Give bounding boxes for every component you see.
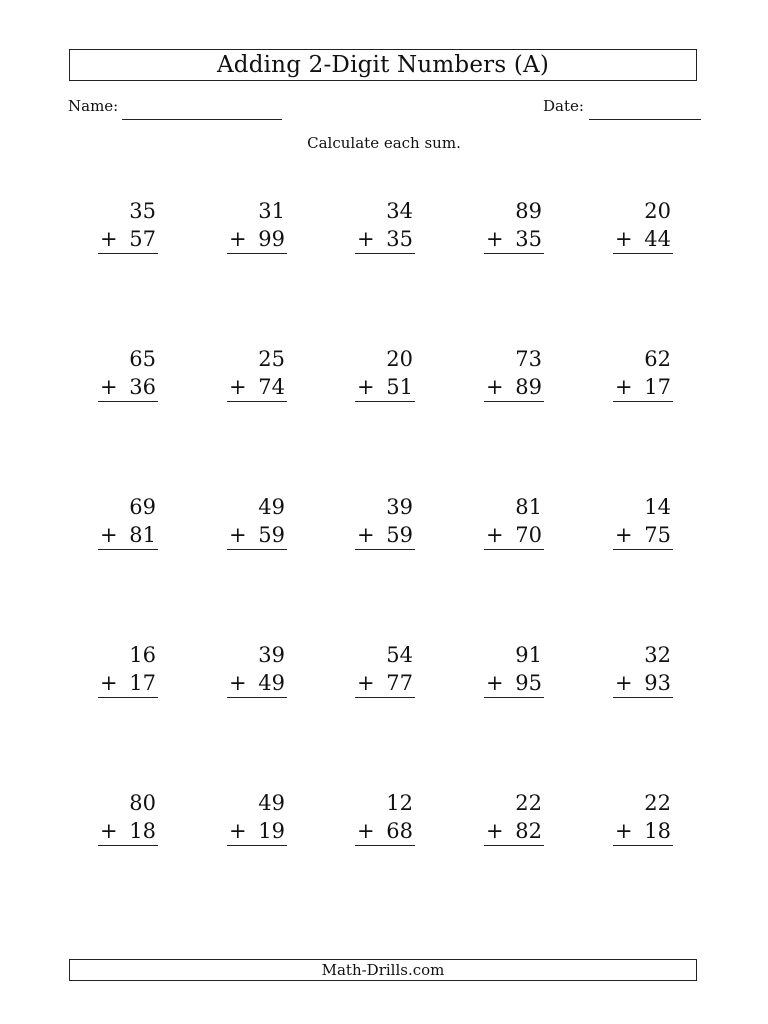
addition-problem — [98, 197, 158, 254]
addition-problem — [355, 197, 415, 254]
addition-problem — [613, 493, 673, 550]
addition-problem — [98, 641, 158, 698]
addend-bottom: 17 — [129, 671, 156, 695]
addend-bottom-row — [98, 522, 158, 550]
addend-top: 14 — [644, 495, 671, 519]
addend-top: 89 — [515, 199, 542, 223]
worksheet-title: Adding 2-Digit Numbers (A) — [69, 49, 697, 81]
addend-bottom: 75 — [644, 523, 671, 547]
plus-sign: + — [229, 523, 247, 547]
addend-bottom: 89 — [515, 375, 542, 399]
addend-bottom: 35 — [515, 227, 542, 251]
plus-sign: + — [486, 671, 504, 695]
plus-sign: + — [357, 819, 375, 843]
addition-problem — [227, 641, 287, 698]
addend-bottom-row — [355, 226, 415, 254]
name-label: Name: — [68, 97, 119, 115]
addend-bottom: 77 — [386, 671, 413, 695]
addend-bottom-row — [227, 670, 287, 698]
addend-bottom: 81 — [129, 523, 156, 547]
addend-top: 12 — [386, 791, 413, 815]
addition-problem — [613, 345, 673, 402]
addend-bottom-row — [98, 226, 158, 254]
addend-bottom: 59 — [258, 523, 285, 547]
addend-top: 62 — [644, 347, 671, 371]
instructions: Calculate each sum. — [307, 134, 461, 152]
addition-problem — [98, 493, 158, 550]
plus-sign: + — [357, 375, 375, 399]
addend-top: 39 — [386, 495, 413, 519]
plus-sign: + — [229, 227, 247, 251]
addend-bottom: 49 — [258, 671, 285, 695]
addition-problem — [355, 493, 415, 550]
addend-bottom-row — [227, 522, 287, 550]
addend-bottom-row — [484, 818, 544, 846]
plus-sign: + — [615, 819, 633, 843]
footer-credit: Math-Drills.com — [69, 959, 697, 981]
plus-sign: + — [229, 819, 247, 843]
plus-sign: + — [486, 227, 504, 251]
addend-bottom-row — [227, 374, 287, 402]
addend-bottom: 57 — [129, 227, 156, 251]
addition-problem — [227, 493, 287, 550]
addition-problem — [613, 641, 673, 698]
addition-problem — [484, 641, 544, 698]
addend-top: 31 — [258, 199, 285, 223]
plus-sign: + — [100, 375, 118, 399]
addend-bottom-row — [613, 818, 673, 846]
addend-bottom-row — [484, 522, 544, 550]
addend-bottom-row — [355, 374, 415, 402]
addition-problem — [484, 789, 544, 846]
addition-problem — [484, 197, 544, 254]
addend-bottom: 93 — [644, 671, 671, 695]
addition-problem — [613, 789, 673, 846]
addition-problem — [227, 789, 287, 846]
addend-bottom-row — [613, 226, 673, 254]
addend-bottom: 18 — [644, 819, 671, 843]
addend-top: 81 — [515, 495, 542, 519]
addition-problem — [98, 345, 158, 402]
addition-problem — [484, 493, 544, 550]
addend-top: 73 — [515, 347, 542, 371]
plus-sign: + — [357, 227, 375, 251]
addend-bottom: 99 — [258, 227, 285, 251]
addend-top: 65 — [129, 347, 156, 371]
addend-bottom-row — [355, 818, 415, 846]
date-blank-line[interactable] — [589, 119, 701, 120]
addend-bottom: 18 — [129, 819, 156, 843]
addition-problem — [227, 197, 287, 254]
addend-bottom: 74 — [258, 375, 285, 399]
addend-bottom-row — [98, 818, 158, 846]
addition-problem — [355, 345, 415, 402]
addend-top: 39 — [258, 643, 285, 667]
addend-top: 22 — [644, 791, 671, 815]
addend-top: 49 — [258, 495, 285, 519]
addend-top: 32 — [644, 643, 671, 667]
addend-top: 22 — [515, 791, 542, 815]
addend-top: 69 — [129, 495, 156, 519]
name-blank-line[interactable] — [122, 119, 282, 120]
addend-bottom-row — [355, 670, 415, 698]
plus-sign: + — [100, 671, 118, 695]
addend-top: 25 — [258, 347, 285, 371]
addend-top: 80 — [129, 791, 156, 815]
plus-sign: + — [615, 523, 633, 547]
addend-top: 20 — [386, 347, 413, 371]
addend-bottom-row — [484, 226, 544, 254]
addend-bottom-row — [355, 522, 415, 550]
addend-top: 16 — [129, 643, 156, 667]
plus-sign: + — [100, 523, 118, 547]
addition-problem — [227, 345, 287, 402]
addend-bottom: 95 — [515, 671, 542, 695]
addend-bottom: 35 — [386, 227, 413, 251]
addend-bottom: 51 — [386, 375, 413, 399]
addend-bottom: 17 — [644, 375, 671, 399]
addend-top: 35 — [129, 199, 156, 223]
addend-bottom-row — [613, 522, 673, 550]
addend-bottom-row — [98, 374, 158, 402]
addend-bottom-row — [613, 374, 673, 402]
addend-bottom: 68 — [386, 819, 413, 843]
addition-problem — [355, 641, 415, 698]
plus-sign: + — [100, 819, 118, 843]
addend-bottom: 36 — [129, 375, 156, 399]
addend-bottom: 59 — [386, 523, 413, 547]
addend-bottom-row — [98, 670, 158, 698]
plus-sign: + — [229, 671, 247, 695]
plus-sign: + — [486, 523, 504, 547]
addition-problem — [98, 789, 158, 846]
addend-top: 49 — [258, 791, 285, 815]
date-label: Date: — [543, 97, 584, 115]
plus-sign: + — [100, 227, 118, 251]
addend-bottom: 19 — [258, 819, 285, 843]
addend-bottom-row — [613, 670, 673, 698]
addition-problem — [355, 789, 415, 846]
addend-bottom-row — [227, 818, 287, 846]
plus-sign: + — [229, 375, 247, 399]
plus-sign: + — [615, 671, 633, 695]
addend-bottom-row — [484, 670, 544, 698]
addend-bottom-row — [227, 226, 287, 254]
addend-bottom: 82 — [515, 819, 542, 843]
addend-top: 34 — [386, 199, 413, 223]
plus-sign: + — [615, 375, 633, 399]
plus-sign: + — [486, 819, 504, 843]
plus-sign: + — [357, 523, 375, 547]
addition-problem — [484, 345, 544, 402]
plus-sign: + — [615, 227, 633, 251]
addend-bottom: 70 — [515, 523, 542, 547]
addend-bottom-row — [484, 374, 544, 402]
addend-top: 20 — [644, 199, 671, 223]
plus-sign: + — [357, 671, 375, 695]
addition-problem — [613, 197, 673, 254]
addend-bottom: 44 — [644, 227, 671, 251]
addend-top: 91 — [515, 643, 542, 667]
plus-sign: + — [486, 375, 504, 399]
addend-top: 54 — [386, 643, 413, 667]
